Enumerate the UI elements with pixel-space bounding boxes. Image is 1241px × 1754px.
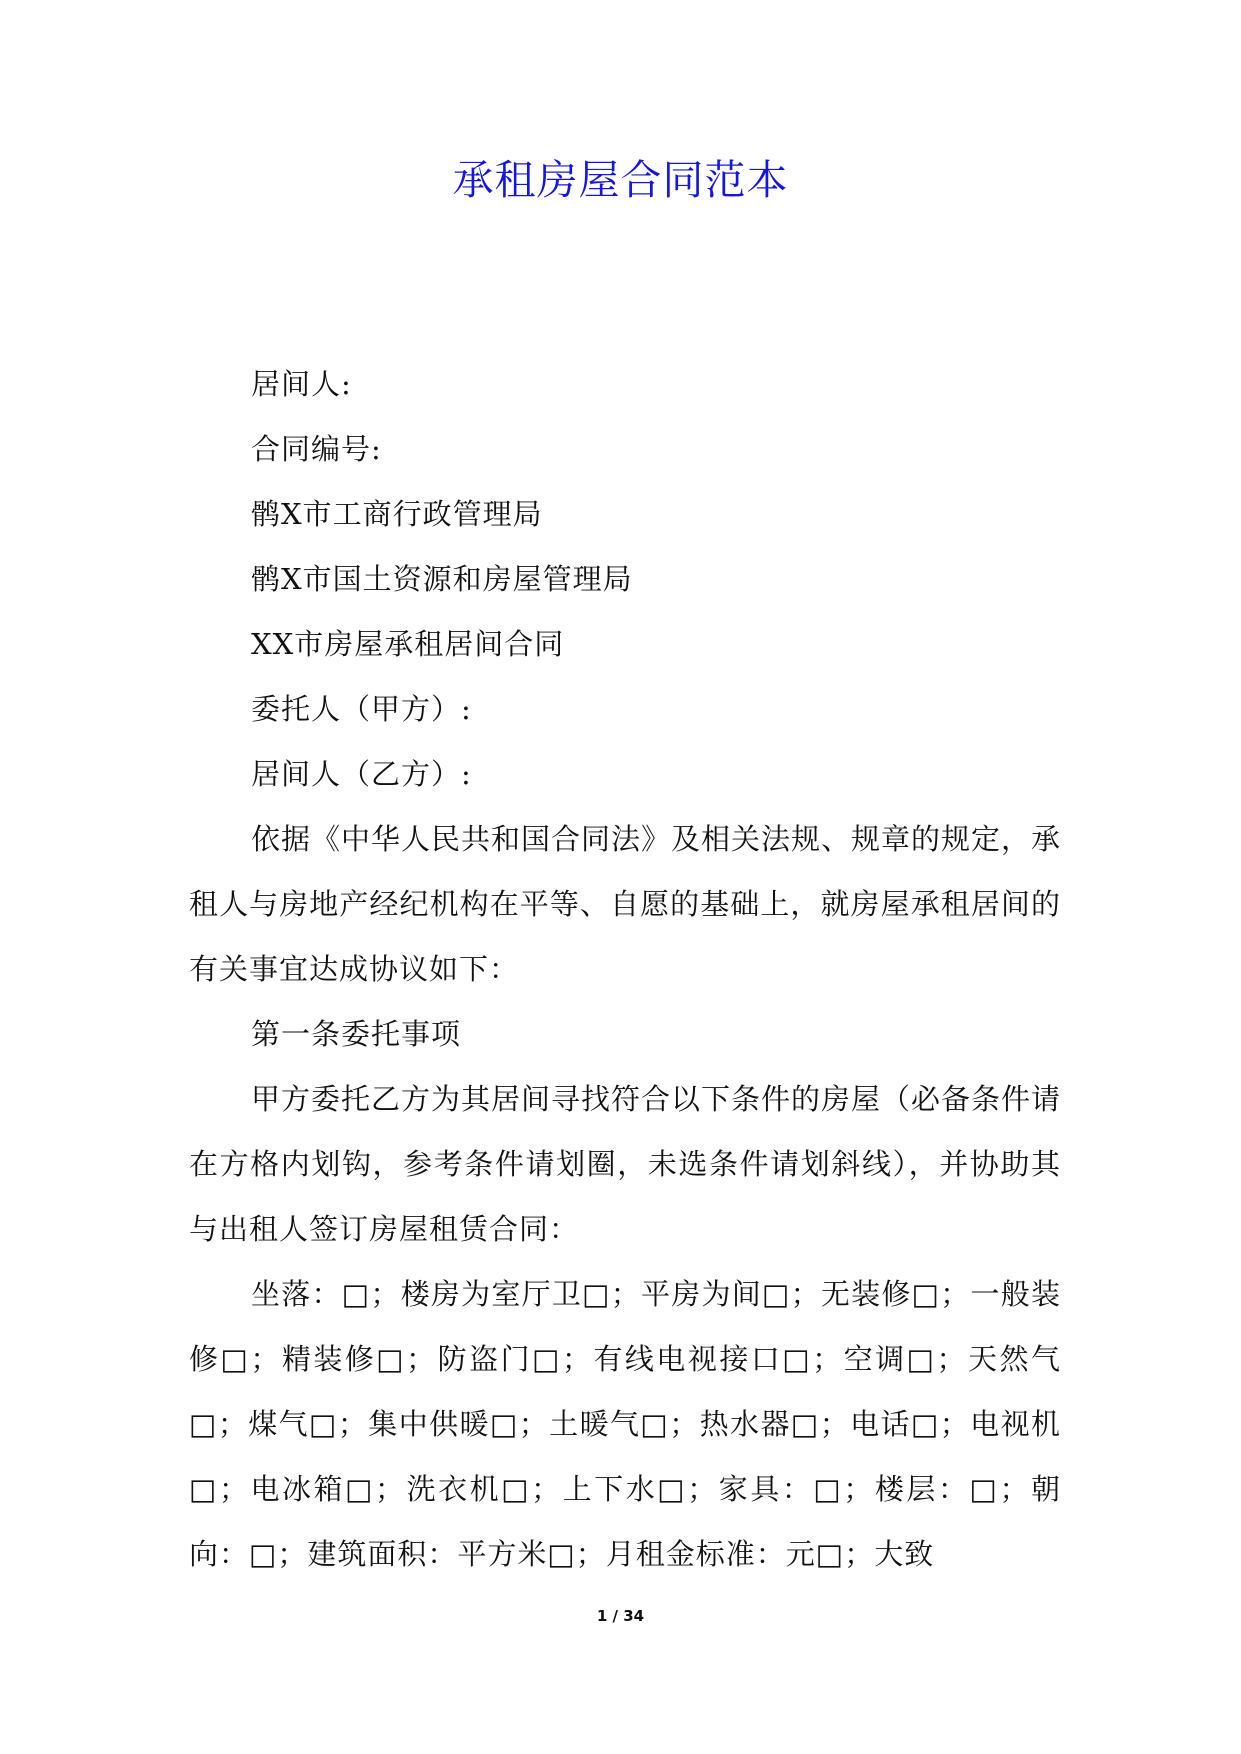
paragraph-party-b: 居间人（乙方）: [251, 757, 472, 791]
paragraph-contract-number: 合同编号: [251, 432, 382, 466]
paragraph-broker: 居间人: [251, 367, 352, 401]
paragraph-contract-name: XX市房屋承租居间合同 [251, 627, 565, 661]
page-number: 1 / 34 [596, 1607, 645, 1625]
paragraph-bureau-commerce: 鹘X市工商行政管理局 [251, 497, 543, 531]
paragraph-preamble: 依据《中华人民共和国合同法》及相关法规、规章的规定，承租人与房地产经纪机构在平等、自愿的基础上，就房屋承租居间的有关事宜达成协议如下： [189, 822, 1062, 986]
document-body [189, 352, 1061, 1587]
document-title: 承租房屋合同范本 [452, 156, 789, 204]
paragraph-party-a: 委托人（甲方）: [251, 692, 472, 726]
paragraph-commission: 甲方委托乙方为其居间寻找符合以下条件的房屋（必备条件请在方格内划钩，参考条件请划圈，未选条件请划斜线），并协助其与出租人签订房屋租赁合同： [189, 1082, 1062, 1246]
paragraph-conditions: 坐落：□；楼房为室厅卫□；平房为间□；无装修□；一般装修□；精装修□；防盗门□；有线电视接口□；空调□；天然气□；煤气□；集中供暖□；土暖气□；热水器□；电话□；电视机□；电冰箱□；洗衣机□；上下水□；家具：□；楼层：□；朝向：□；建筑面积：平方米□；月租金标准：元□；大致 [189, 1277, 1061, 1571]
paragraph-article-1-heading: 第一条委托事项 [251, 1017, 462, 1051]
paragraph-bureau-housing: 鹘X市国土资源和房屋管理局 [251, 562, 633, 596]
